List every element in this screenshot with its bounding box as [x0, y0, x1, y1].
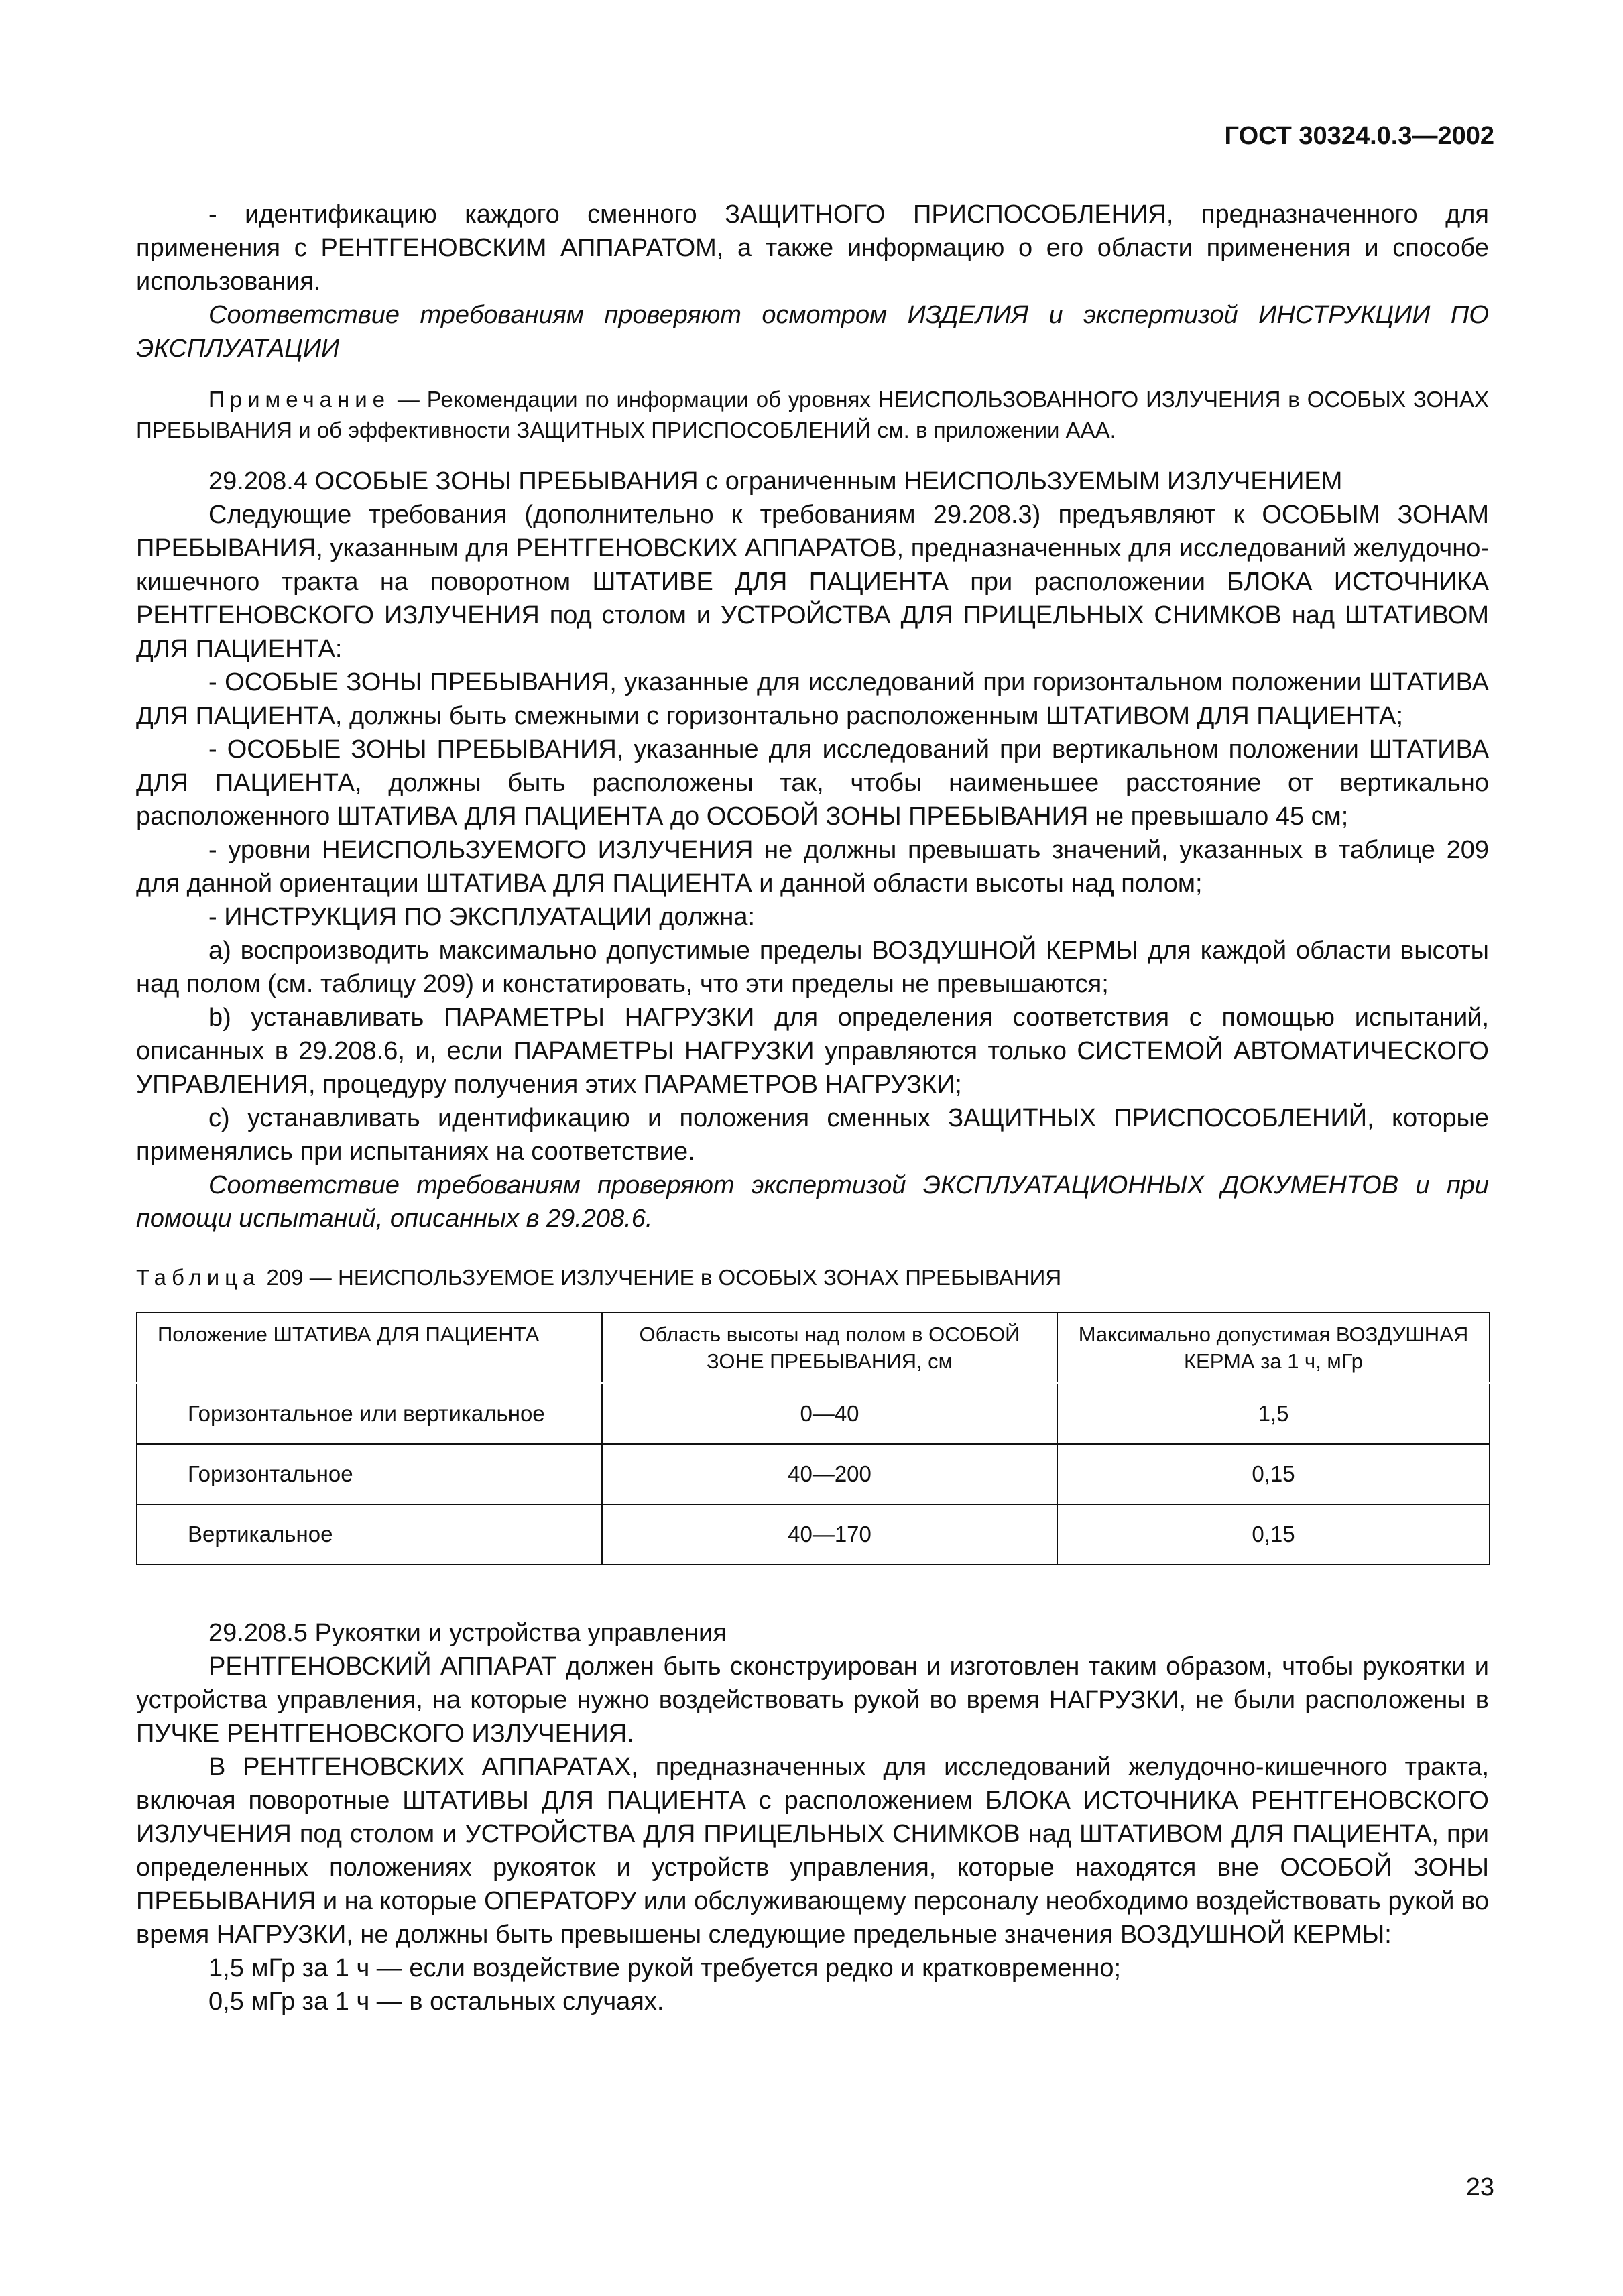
- note-paragraph: [136, 384, 1489, 446]
- table-row: [137, 1444, 1490, 1504]
- document-code-header: ГОСТ 30324.0.3—2002: [1224, 122, 1494, 150]
- table-cell: Вертикальное: [137, 1504, 602, 1565]
- compliance-statement-1: Соответствие требованиям проверяют осмотром ИЗДЕЛИЯ и экспертизой ИНСТРУКЦИИ ПО ЭКСПЛУАТАЦИИ: [136, 301, 1489, 363]
- section-29-208-5-heading: 29.208.5 Рукоятки и устройства управления: [208, 1619, 727, 1647]
- table-header-row: [137, 1313, 1490, 1383]
- table-row: [137, 1383, 1490, 1444]
- table-cell: 0,15: [1057, 1444, 1490, 1504]
- note-text: — Рекомендации по информации об уровнях НЕИСПОЛЬЗОВАННОГО ИЗЛУЧЕНИЯ в ОСОБЫХ ЗОНАХ ПРЕБЫВАНИЯ и об эффективности ЗАЩИТНЫХ ПРИСПОСОБЛЕНИЙ см. в приложении ААА.: [136, 387, 1489, 442]
- protective-device-item: - идентификацию каждого сменного ЗАЩИТНОГО ПРИСПОСОБЛЕНИЯ, предназначенного для применения с РЕНТГЕНОВСКИМ АППАРАТОМ, а также информацию о его области применения и способе использования.: [136, 200, 1489, 296]
- note-label: Примечание: [208, 387, 391, 412]
- column-header-height-range: Область высоты над полом в ОСОБОЙ ЗОНЕ ПРЕБЫВАНИЯ, см: [602, 1313, 1057, 1383]
- requirement-item-4: - ИНСТРУКЦИЯ ПО ЭКСПЛУАТАЦИИ должна:: [208, 903, 756, 931]
- requirement-sub-c: c) устанавливать идентификацию и положения сменных ЗАЩИТНЫХ ПРИСПОСОБЛЕНИЙ, которые применялись при испытаниях на соответствие.: [136, 1104, 1489, 1166]
- table-caption-text: 209 — НЕИСПОЛЬЗУЕМОЕ ИЗЛУЧЕНИЕ в ОСОБЫХ ЗОНАХ ПРЕБЫВАНИЯ: [260, 1265, 1062, 1290]
- section-29-208-4-intro: Следующие требования (дополнительно к требованиям 29.208.3) предъявляют к ОСОБЫМ ЗОНАМ ПРЕБЫВАНИЯ, указанным для РЕНТГЕНОВСКИХ АППАРАТОВ, предназначенных для исследований желудочно-кишечного тракта на поворотном ШТАТИВЕ ДЛЯ ПАЦИЕНТА при расположении БЛОКА ИСТОЧНИКА РЕНТГЕНОВСКОГО ИЗЛУЧЕНИЯ под столом и УСТРОЙСТВА ДЛЯ ПРИЦЕЛЬНЫХ СНИМКОВ над ШТАТИВОМ ДЛЯ ПАЦИЕНТА:: [136, 501, 1489, 663]
- compliance-statement-2: Соответствие требованиям проверяют экспертизой ЭКСПЛУАТАЦИОННЫХ ДОКУМЕНТОВ и при помощи испытаний, описанных в 29.208.6.: [136, 1171, 1489, 1233]
- column-header-max-kerma: Максимально допустимая ВОЗДУШНАЯ КЕРМА за 1 ч, мГр: [1057, 1313, 1490, 1383]
- requirement-sub-a: a) воспроизводить максимально допустимые пределы ВОЗДУШНОЙ КЕРМЫ для каждой области высоты над полом (см. таблицу 209) и констатировать, что эти пределы не превышаются;: [136, 936, 1489, 998]
- table-cell: 0,15: [1057, 1504, 1490, 1565]
- table-caption-label: Таблица: [136, 1265, 261, 1290]
- requirement-item-2: - ОСОБЫЕ ЗОНЫ ПРЕБЫВАНИЯ, указанные для исследований при вертикальном положении ШТАТИВА ДЛЯ ПАЦИЕНТА, должны быть расположены так, чтобы наименьшее расстояние от вертикально расположенного ШТАТИВА ДЛЯ ПАЦИЕНТА до ОСОБОЙ ЗОНЫ ПРЕБЫВАНИЯ не превышало 45 см;: [136, 735, 1489, 831]
- section-29-208-4-heading: 29.208.4 ОСОБЫЕ ЗОНЫ ПРЕБЫВАНИЯ с ограниченным НЕИСПОЛЬЗУЕМЫМ ИЗЛУЧЕНИЕМ: [208, 467, 1343, 495]
- kerma-limit-1: 1,5 мГр за 1 ч — если воздействие рукой требуется редко и кратковременно;: [208, 1954, 1122, 1982]
- page-number: 23: [1465, 2173, 1494, 2201]
- table-row: [137, 1504, 1490, 1565]
- column-header-position: Положение ШТАТИВА ДЛЯ ПАЦИЕНТА: [137, 1313, 602, 1383]
- table-cell: Горизонтальное: [137, 1444, 602, 1504]
- table-cell: 40—200: [602, 1444, 1057, 1504]
- table-cell: 1,5: [1057, 1383, 1490, 1444]
- table-caption: [136, 1262, 1489, 1293]
- table-cell: Горизонтальное или вертикальное: [137, 1383, 602, 1444]
- page-content: [136, 198, 1489, 2018]
- requirement-sub-b: b) устанавливать ПАРАМЕТРЫ НАГРУЗКИ для определения соответствия с помощью испытаний, описанных в 29.208.6, и, если ПАРАМЕТРЫ НАГРУЗКИ управляются только СИСТЕМОЙ АВТОМАТИЧЕСКОГО УПРАВЛЕНИЯ, процедуру получения этих ПАРАМЕТРОВ НАГРУЗКИ;: [136, 1004, 1489, 1099]
- section-29-208-5-paragraph-1: РЕНТГЕНОВСКИЙ АППАРАТ должен быть сконструирован и изготовлен таким образом, чтобы рукоятки и устройства управления, на которые нужно воздействовать рукой во время НАГРУЗКИ, не были расположены в ПУЧКЕ РЕНТГЕНОВСКОГО ИЗЛУЧЕНИЯ.: [136, 1652, 1489, 1748]
- kerma-limit-2: 0,5 мГр за 1 ч — в остальных случаях.: [208, 1988, 664, 2016]
- requirement-item-1: - ОСОБЫЕ ЗОНЫ ПРЕБЫВАНИЯ, указанные для исследований при горизонтальном положении ШТАТИВА ДЛЯ ПАЦИЕНТА, должны быть смежными с горизонтально расположенным ШТАТИВОМ ДЛЯ ПАЦИЕНТА;: [136, 668, 1489, 730]
- section-29-208-5-paragraph-2: В РЕНТГЕНОВСКИХ АППАРАТАХ, предназначенных для исследований желудочно-кишечного тракта, включая поворотные ШТАТИВЫ ДЛЯ ПАЦИЕНТА с расположением БЛОКА ИСТОЧНИКА РЕНТГЕНОВСКОГО ИЗЛУЧЕНИЯ под столом и УСТРОЙСТВА ДЛЯ ПРИЦЕЛЬНЫХ СНИМКОВ над ШТАТИВОМ ДЛЯ ПАЦИЕНТА, при определенных положениях рукояток и устройств управления, которые находятся вне ОСОБОЙ ЗОНЫ ПРЕБЫВАНИЯ и на которые ОПЕРАТОРУ или обслуживающему персоналу необходимо воздействовать рукой во время НАГРУЗКИ, не должны быть превышены следующие предельные значения ВОЗДУШНОЙ КЕРМЫ:: [136, 1753, 1489, 1949]
- table-cell: 0—40: [602, 1383, 1057, 1444]
- table-cell: 40—170: [602, 1504, 1057, 1565]
- requirement-item-3: - уровни НЕИСПОЛЬЗУЕМОГО ИЗЛУЧЕНИЯ не должны превышать значений, указанных в таблице 209 для данной ориентации ШТАТИВА ДЛЯ ПАЦИЕНТА и данной области высоты над полом;: [136, 836, 1489, 898]
- table-209: [136, 1312, 1490, 1565]
